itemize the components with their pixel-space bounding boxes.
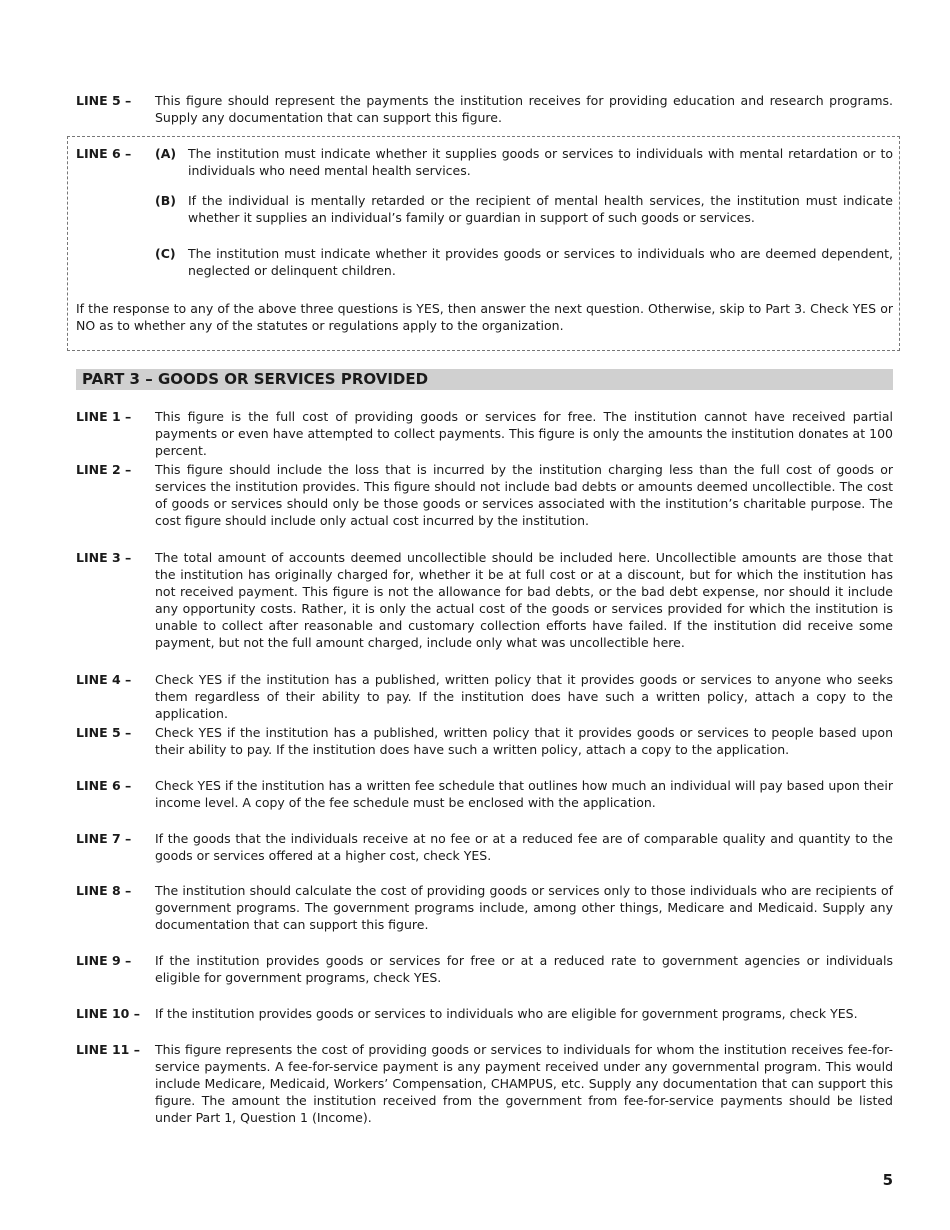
line-text: Check YES if the institution has a published, written policy that it provides goods or services to anyone who seeks them regardless of their ability to pay. If the institution does have such a written policy, attach a copy to the application. [155,672,893,721]
part3-line-5 [76,724,893,758]
line-label: LINE 1 – [76,409,132,424]
part3-line-4 [76,671,893,722]
part3-line-8 [76,882,893,933]
line-label: LINE 4 – [76,672,132,687]
item-label: (C) [155,246,176,261]
line6-item-a [155,145,893,179]
item-text: The institution must indicate whether it supplies goods or services to individuals with mental retardation or to individuals who need mental health services. [188,146,893,178]
line-label: LINE 5 – [76,725,132,740]
line6-item-b [155,192,893,226]
line-label: LINE 8 – [76,883,132,898]
part3-line-11 [76,1041,893,1126]
line-text: Check YES if the institution has a published, written policy that it provides goods or services to people based upon their ability to pay. If the institution does have such a written policy, attach a copy to the application. [155,725,893,757]
line-label: LINE 7 – [76,831,132,846]
line-label: LINE 3 – [76,550,132,565]
line-text: This figure represents the cost of providing goods or services to individuals for whom the institution receives fee-for-service payments. A fee-for-service payment is any payment received under any governmental program. This would include Medicare, Medicaid, Workers’ Compensation, CHAMPUS, etc. Supply any documentation that can support this figure. The amount the institution received from the government from fee-for-service payments should be listed under Part 1, Question 1 (Income). [155,1042,893,1125]
line-text: This figure should include the loss that is incurred by the institution charging less than the full cost of goods or services the institution provides. This figure should not include bad debts or amounts deemed uncollectible. The cost of goods or services should only be those goods or services associated with the institution’s charitable purpose. The cost figure should include only actual cost incurred by the institution. [155,462,893,528]
line6-note: If the response to any of the above three questions is YES, then answer the next question. Otherwise, skip to Part 3. Check YES or NO as to whether any of the statutes or regulations apply to the organization. [76,301,893,333]
line-text: This figure is the full cost of providing goods or services for free. The institution cannot have received partial payments or even have attempted to collect payments. This figure is only the amounts the institution donates at 100 percent. [155,409,893,458]
item-label: (B) [155,193,176,208]
item-text: The institution must indicate whether it provides goods or services to individuals who are deemed dependent, neglected or delinquent children. [188,246,893,278]
line-label: LINE 2 – [76,462,132,477]
line-label: LINE 10 – [76,1006,140,1021]
part3-line-3 [76,549,893,651]
line-label: LINE 11 – [76,1042,140,1057]
line-label: LINE 5 – [76,93,132,108]
line-label: LINE 6 – [76,146,132,161]
item-text: If the individual is mentally retarded or the recipient of mental health services, the institution must indicate whether it supplies an individual’s family or guardian in support of such goods or services. [188,193,893,225]
part3-line-2 [76,461,893,529]
line-label: LINE 6 – [76,778,132,793]
part3-line-6 [76,777,893,811]
part3-line-9 [76,952,893,986]
item-label: (A) [155,146,177,161]
top-line-5 [76,92,893,126]
line-text: If the goods that the individuals receive at no fee or at a reduced fee are of comparable quality and quantity to the goods or services offered at a higher cost, check YES. [155,831,893,863]
line-text: Check YES if the institution has a written fee schedule that outlines how much an individual will pay based upon their income level. A copy of the fee schedule must be enclosed with the application. [155,778,893,810]
line-text: This figure should represent the payments the institution receives for providing education and research programs. Supply any documentation that can support this figure. [155,93,893,125]
line6-item-c [155,245,893,279]
line-text: If the institution provides goods or services to individuals who are eligible for government programs, check YES. [155,1006,858,1021]
page-number: 5 [882,1171,893,1189]
line-label: LINE 9 – [76,953,132,968]
line-text: If the institution provides goods or services for free or at a reduced rate to government agencies or individuals eligible for government programs, check YES. [155,953,893,985]
part3-line-1 [76,408,893,459]
part3-line-10 [76,1005,893,1022]
line-text: The institution should calculate the cost of providing goods or services only to those individuals who are recipients of government programs. The government programs include, among other things, Medicare and Medicaid. Supply any documentation that can support this figure. [155,883,893,932]
line-text: The total amount of accounts deemed uncollectible should be included here. Uncollectible amounts are those that the institution has originally charged for, whether it be at full cost or at a discount, but for which the institution has not received payment. This figure is not the allowance for bad debts, or the bad debt expense, nor should it include any opportunity costs. Rather, it is only the actual cost of the goods or services provided for which the institution is unable to collect after reasonable and customary collection efforts have failed. If the institution did receive some payment, but not the full amount charged, include only what was uncollectible here. [155,550,893,650]
part3-heading: PART 3 – GOODS OR SERVICES PROVIDED [76,369,893,390]
part3-line-7 [76,830,893,864]
